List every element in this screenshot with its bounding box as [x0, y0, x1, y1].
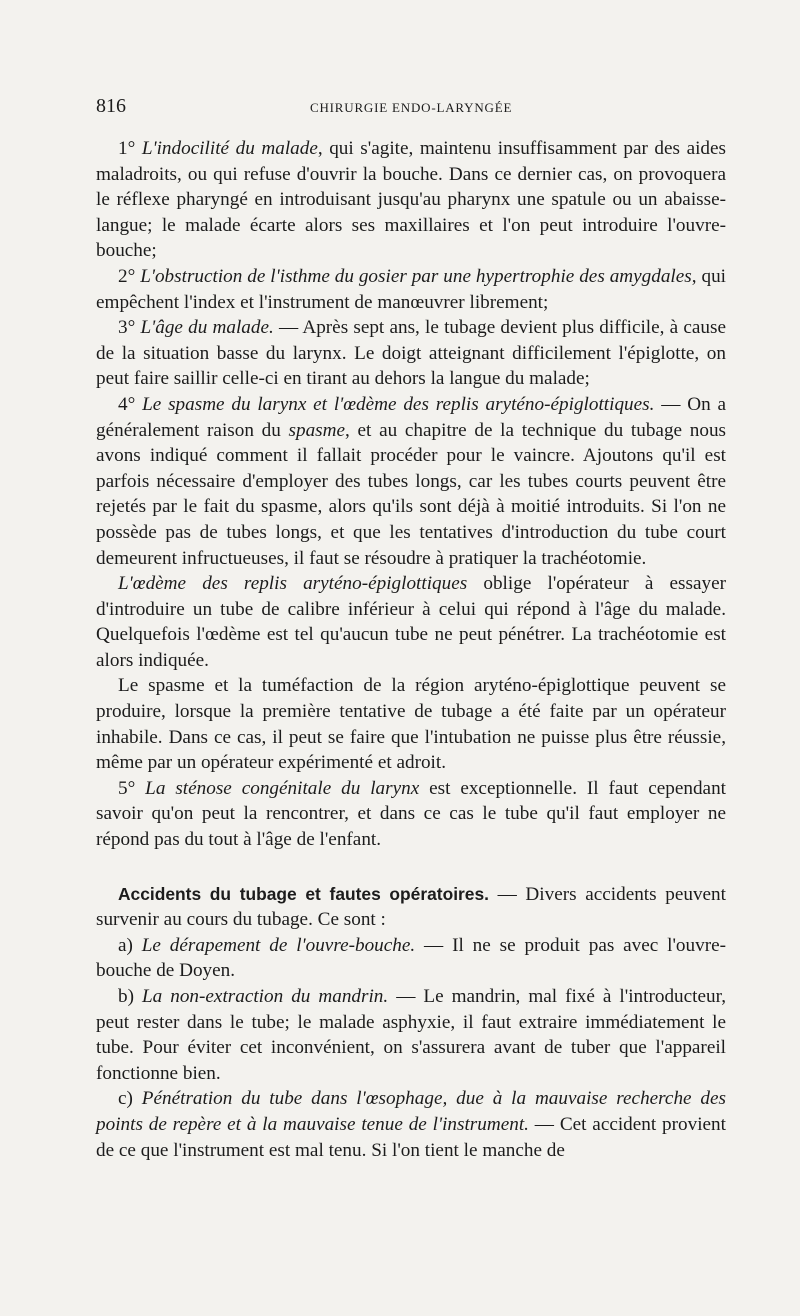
section-item-b	[96, 984, 726, 1086]
body-text	[96, 136, 726, 1163]
item-text: , qui empêchent l'index et l'instrument de manœuvrer librement;	[96, 265, 726, 313]
item-title: L'indocilité du malade	[141, 138, 318, 159]
item-number: 2°	[118, 265, 141, 287]
item-title: Le spasme du larynx et l'œdème des replis aryténo-épiglottiques.	[142, 393, 655, 415]
section-intro-text: — Divers accidents peuvent survenir au cours du tubage. Ce sont :	[96, 883, 726, 931]
item-title: L'œdème des replis aryténo-épiglottiques	[118, 573, 468, 595]
section-item-c	[96, 1086, 726, 1163]
paragraph-6	[96, 673, 726, 775]
item-text: — Il ne se produit pas avec l'ouvre-bouche de Doyen.	[96, 934, 727, 982]
item-label: b)	[118, 986, 142, 1007]
running-title: CHIRURGIE ENDO-LARYNGÉE	[310, 100, 513, 115]
paragraph-4	[96, 392, 726, 571]
page-header	[96, 95, 726, 123]
emphasis: spasme	[288, 419, 346, 441]
item-text: , qui s'agite, maintenu insuffisamment par des aides maladroits, ou qui refuse d'ouvrir la bouche. Dans ce dernier cas, on provoquera le réflexe pharyngé en introduisant jusqu'au pharynx une spatule ou un abaisse-langue; le malade écarte alors ses maxillaires et l'on peut introduire l'ouvre-bouche;	[96, 138, 726, 262]
item-label: a)	[118, 934, 142, 956]
item-title: La sténose congénitale du larynx	[145, 777, 420, 799]
item-text: — Après sept ans, le tubage devient plus difficile, à cause de la situation basse du larynx. Le doigt atteignant difficilement l'épiglotte, on peut faire saillir celle-ci en tirant au dehors la langue du malade;	[96, 317, 726, 390]
item-label: c)	[118, 1088, 142, 1110]
item-text: , et au chapitre de la technique du tubage nous avons indiqué comment il fallait procéder pour le vaincre. Ajoutons qu'il est parfois nécessaire d'employer des tubes longs, car les tubes courts peuvent être rejetés par le fait du spasme, alors qu'ils sont déjà à moitié introduits. Si l'on ne possède pas de tubes longs, et que les tentatives d'introduction du tube court demeurent infructueuses, il faut se résoudre à pratiquer la trachéotomie.	[96, 419, 727, 569]
item-text: — Le mandrin, mal fixé à l'introducteur, peut rester dans le tube; le malade asphyxie, il faut extraire immédiatement le tube. Pour éviter cet inconvénient, on s'assurera avant de tuber que l'appareil fonctionne bien.	[96, 986, 727, 1084]
paragraph-3	[96, 315, 726, 392]
item-title: Pénétration du tube dans l'œsophage, due à la mauvaise recherche des points de repère et à la mauvaise tenue de l'instrument.	[96, 1088, 727, 1135]
item-text: Le spasme et la tuméfaction de la région aryténo-épiglottique peuvent se produire, lorsque la première tentative de tubage a été faite par un opérateur inhabile. Dans ce cas, il peut se faire que l'intubation ne puisse plus être réussie, même par un opérateur expérimenté et adroit.	[96, 675, 726, 774]
paragraph-7	[96, 776, 726, 853]
paragraph-2	[96, 264, 726, 315]
item-text: — Cet accident provient de ce que l'instrument est mal tenu. Si l'on tient le manche de	[96, 1113, 726, 1161]
item-title: Le dérapement de l'ouvre-bouche.	[141, 934, 416, 956]
item-text: — On a généralement raison du	[96, 393, 726, 441]
page-number: 816	[96, 95, 126, 117]
paragraph-1	[96, 136, 726, 264]
paragraph-5	[96, 571, 726, 673]
section-intro	[96, 882, 726, 933]
item-text: est exceptionnelle. Il faut cependant savoir qu'on peut la rencontrer, et dans ce cas le tube qu'il faut employer ne répond pas du tout à l'âge de l'enfant.	[96, 777, 726, 851]
item-number: 1°	[118, 138, 142, 159]
item-title: La non-extraction du mandrin.	[141, 986, 389, 1007]
section-heading: Accidents du tubage et fautes opératoires.	[118, 883, 489, 904]
item-number: 4°	[118, 393, 143, 415]
section-item-a	[96, 933, 726, 984]
item-title: L'âge du malade.	[140, 317, 274, 339]
item-text: oblige l'opérateur à essayer d'introduire un tube de calibre inférieur à celui qui répond à l'âge du malade. Quelquefois l'œdème est tel qu'aucun tube ne peut pénétrer. La trachéotomie est alors indiquée.	[96, 573, 726, 671]
item-number: 5°	[118, 777, 146, 799]
item-number: 3°	[118, 317, 141, 339]
item-title: L'obstruction de l'isthme du gosier par une hypertrophie des amygdales	[140, 265, 692, 287]
